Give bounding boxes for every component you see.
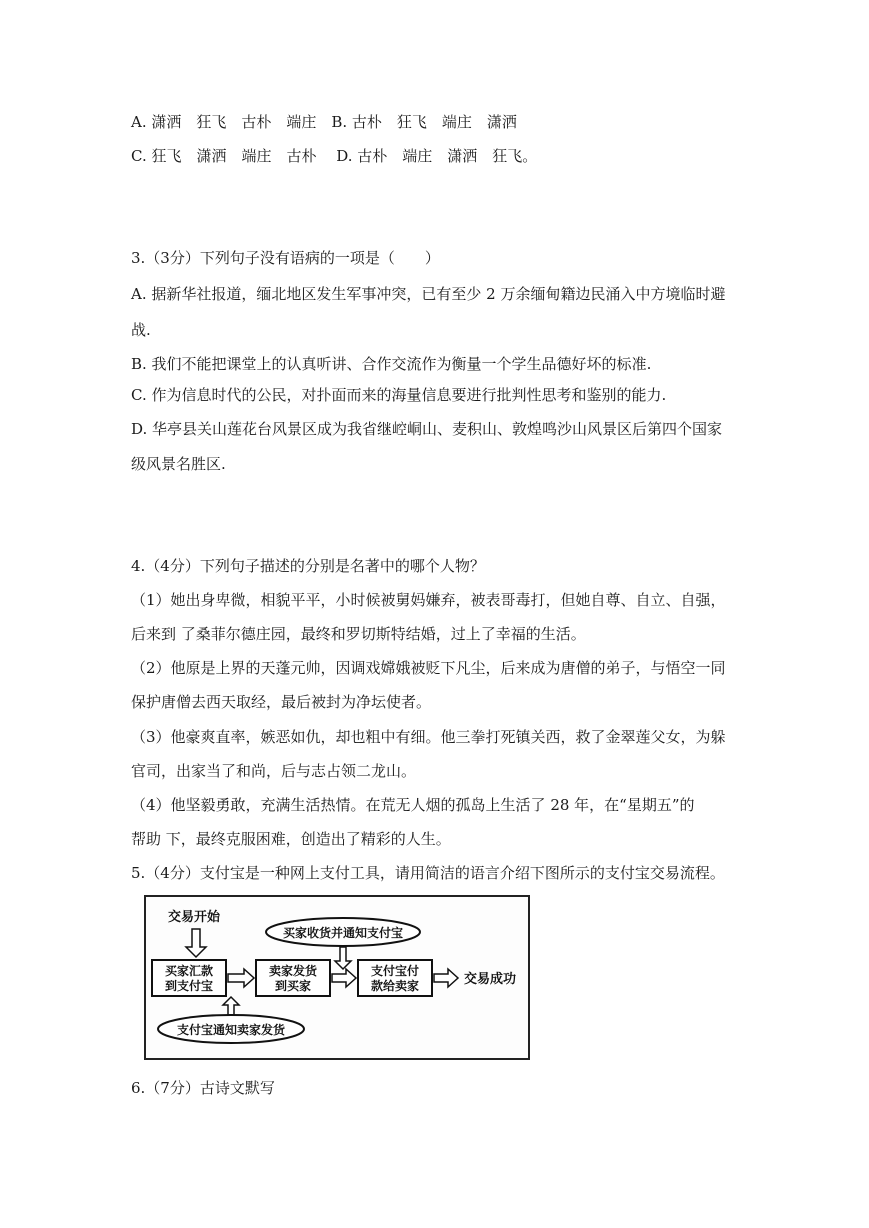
flow-box-seller-ship [256,960,330,996]
q6-stem: 6.（7分）古诗文默写 [131,1079,275,1097]
q4-part2-line1: （2）他原是上界的天蓬元帅，因调戏嫦娥被贬下凡尘，后来成为唐僧的弟子，与悟空一同 [131,659,726,677]
flow-box3-line1: 支付宝付 [370,964,420,978]
q3-option-a-line1: A. 据新华社报道，缅北地区发生军事冲突，已有至少 2 万余缅甸籍边民涌入中方境临时避 [131,285,726,303]
q3-option-d-line1: D. 华亭县关山莲花台风景区成为我省继崆峒山、麦积山、敦煌鸣沙山风景区后第四个国家 [131,420,723,438]
flow-box1-line2: 到支付宝 [164,979,214,993]
flow-box3-line2: 款给卖家 [370,979,420,993]
q3-option-b: B. 我们不能把课堂上的认真听讲、合作交流作为衡量一个学生品德好坏的标准. [131,355,652,373]
q4-stem: 4.（4分）下列句子描述的分别是名著中的哪个人物？ [131,557,485,575]
oval-top-label: 买家收货并通知支付宝 [282,926,404,940]
q4-part1-line1: （1）她出身卑微，相貌平平，小时候被舅妈嫌弃，被表哥毒打，但她自尊、自立、自强， [131,591,726,609]
oval-buyer-confirm [266,918,420,946]
down-arrow-icon [335,947,351,969]
alipay-flow-diagram [144,895,530,1060]
q4-part2-line2: 保护唐僧去西天取经，最后被封为净坛使者。 [131,693,432,711]
oval-alipay-notify-seller [158,1015,304,1043]
q5-stem: 5.（4分）支付宝是一种网上支付工具，请用简洁的语言介绍下图所示的支付宝交易流程。 [131,864,725,882]
right-arrow-icon [434,969,458,987]
q4-part4-line1: （4）他坚毅勇敢，充满生活热情。在荒无人烟的孤岛上生活了 28 年，在“星期五”的 [131,796,695,814]
flow-box-alipay-pay-seller [358,960,432,996]
q4-part3-line2: 官司，出家当了和尚，后与志占领二龙山。 [131,762,417,780]
q2-option-row-1: A. 潇洒 狂飞 古朴 端庄 B. 古朴 狂飞 端庄 潇洒 [131,113,517,131]
q3-stem: 3.（3分）下列句子没有语病的一项是（ ） [131,249,440,267]
oval-bottom-label: 支付宝通知卖家发货 [176,1023,286,1037]
q2-option-row-2: C. 狂飞 潇洒 端庄 古朴 D. 古朴 端庄 潇洒 狂飞。 [131,147,538,165]
down-arrow-icon [186,929,206,957]
up-arrow-icon [223,997,239,1015]
flow-end-label: 交易成功 [464,972,517,987]
q3-option-a-line2: 战. [131,321,151,339]
q3-option-d-line2: 级风景名胜区. [131,455,226,473]
flow-box1-line1: 买家汇款 [164,964,214,978]
q4-part3-line1: （3）他豪爽直率，嫉恶如仇，却也粗中有细。他三拳打死镇关西，救了金翠莲父女，为躲 [131,728,726,746]
right-arrow-icon [332,969,356,987]
flow-box2-line2: 到买家 [274,979,312,993]
flow-box2-line1: 卖家发货 [268,964,318,978]
flow-start-label: 交易开始 [168,910,221,925]
q4-part1-line2: 后来到 了桑菲尔德庄园，最终和罗切斯特结婚，过上了幸福的生活。 [131,625,586,643]
flow-box-buyer-pay [152,960,226,996]
q3-option-c: C. 作为信息时代的公民，对扑面而来的海量信息要进行批判性思考和鉴别的能力. [131,386,667,404]
q4-part4-line2: 帮助 下，最终克服困难，创造出了精彩的人生。 [131,830,451,848]
right-arrow-icon [228,969,254,987]
